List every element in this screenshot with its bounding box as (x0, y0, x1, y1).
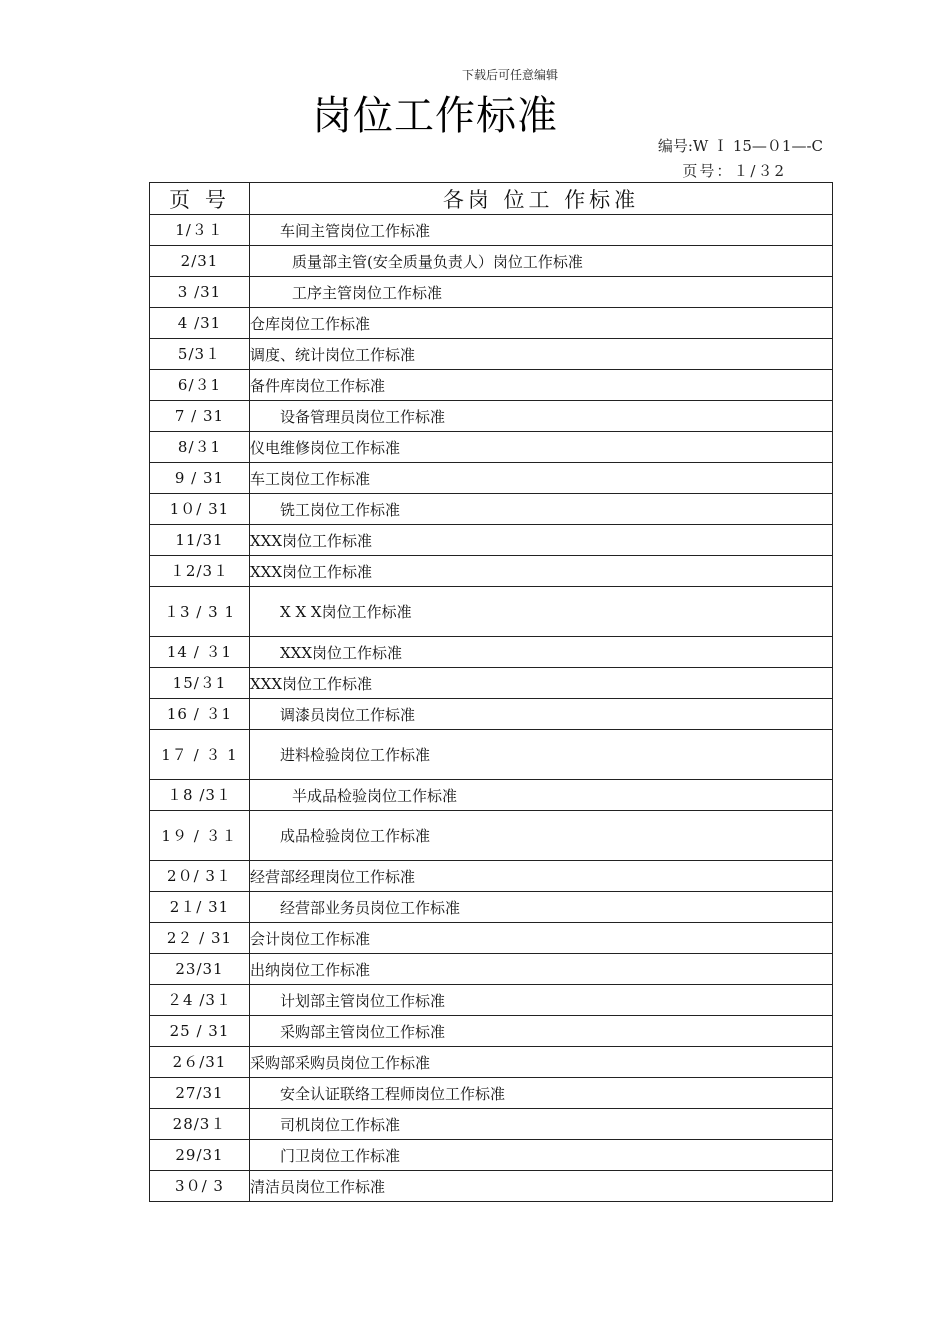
row-standard-name: XXX岗位工作标准 (250, 556, 833, 587)
row-standard-name: 进料检验岗位工作标准 (250, 730, 833, 780)
row-standard-name: 会计岗位工作标准 (250, 923, 833, 954)
table-row (150, 1016, 833, 1047)
document-title: 岗位工作标准 (312, 93, 558, 139)
row-page: 23/31 (150, 954, 250, 985)
row-standard-name: 成品检验岗位工作标准 (250, 811, 833, 861)
document-number: 编号:W Ｉ 15—０1—-C (657, 137, 823, 155)
row-standard-name: 经营部经理岗位工作标准 (250, 861, 833, 892)
page-number: 页号：１/３2 (682, 162, 786, 180)
row-standard-name: 出纳岗位工作标准 (250, 954, 833, 985)
row-page: 27/31 (150, 1078, 250, 1109)
table-row (150, 892, 833, 923)
table-row (150, 277, 833, 308)
table-row (150, 432, 833, 463)
row-page: １2/3１ (150, 556, 250, 587)
row-page: 11/31 (150, 525, 250, 556)
row-standard-name: XXX岗位工作标准 (250, 637, 833, 668)
table-row (150, 780, 833, 811)
row-standard-name: 仓库岗位工作标准 (250, 308, 833, 339)
table-row (150, 1171, 833, 1202)
table-row (150, 401, 833, 432)
row-page: 1０/ 31 (150, 494, 250, 525)
row-standard-name: 铣工岗位工作标准 (250, 494, 833, 525)
table-row (150, 339, 833, 370)
row-page: 8/３1 (150, 432, 250, 463)
row-standard-name: XXX岗位工作标准 (250, 668, 833, 699)
row-standard-name: 司机岗位工作标准 (250, 1109, 833, 1140)
row-standard-name: 质量部主管(安全质量负责人）岗位工作标准 (250, 246, 833, 277)
table-row (150, 1078, 833, 1109)
table-row (150, 1109, 833, 1140)
row-page: ２4 /3１ (150, 985, 250, 1016)
row-standard-name: 半成品检验岗位工作标准 (250, 780, 833, 811)
standards-index-table (149, 182, 833, 1202)
row-standard-name: 采购部采购员岗位工作标准 (250, 1047, 833, 1078)
row-page: 15/３1 (150, 668, 250, 699)
row-page: 2０/ 3１ (150, 861, 250, 892)
row-standard-name: 仪电维修岗位工作标准 (250, 432, 833, 463)
row-page: 14 / ３1 (150, 637, 250, 668)
table-row (150, 556, 833, 587)
column-header-page: 页 号 (150, 183, 250, 215)
table-row (150, 637, 833, 668)
table-row (150, 525, 833, 556)
row-standard-name: 采购部主管岗位工作标准 (250, 1016, 833, 1047)
row-standard-name: XXX岗位工作标准 (250, 525, 833, 556)
row-page: 2１/ 31 (150, 892, 250, 923)
row-standard-name: 备件库岗位工作标准 (250, 370, 833, 401)
row-page: 28/3１ (150, 1109, 250, 1140)
row-standard-name: 车间主管岗位工作标准 (250, 215, 833, 246)
column-header-standard: 各岗 位工 作标准 (250, 183, 833, 215)
row-standard-name: 调度、统计岗位工作标准 (250, 339, 833, 370)
table-row (150, 699, 833, 730)
table-row (150, 923, 833, 954)
row-page: 6/３1 (150, 370, 250, 401)
row-standard-name: 车工岗位工作标准 (250, 463, 833, 494)
table-row (150, 308, 833, 339)
row-standard-name: 计划部主管岗位工作标准 (250, 985, 833, 1016)
row-standard-name: 工序主管岗位工作标准 (250, 277, 833, 308)
row-page: 2２ / 31 (150, 923, 250, 954)
table-row (150, 494, 833, 525)
row-page: 16 / ３1 (150, 699, 250, 730)
table-row (150, 954, 833, 985)
table-row (150, 1140, 833, 1171)
row-page: 2６/31 (150, 1047, 250, 1078)
row-page: 1/３１ (150, 215, 250, 246)
row-standard-name: 设备管理员岗位工作标准 (250, 401, 833, 432)
row-standard-name: X X X岗位工作标准 (250, 587, 833, 637)
row-page: 29/31 (150, 1140, 250, 1171)
row-page: 9 / 31 (150, 463, 250, 494)
table-row (150, 985, 833, 1016)
watermark-text: 下载后可任意编辑 (461, 68, 558, 82)
row-page: １3 / 3 1 (150, 587, 250, 637)
table-row (150, 370, 833, 401)
table-row (150, 246, 833, 277)
table-row (150, 1047, 833, 1078)
table-row (150, 811, 833, 861)
table-row (150, 587, 833, 637)
row-page: 3０/ 3 (150, 1171, 250, 1202)
row-standard-name: 调漆员岗位工作标准 (250, 699, 833, 730)
row-page: 25 / 31 (150, 1016, 250, 1047)
row-page: 1７ / ３ 1 (150, 730, 250, 780)
row-page: 3 /31 (150, 277, 250, 308)
row-page: １8 /3１ (150, 780, 250, 811)
table-row (150, 730, 833, 780)
row-page: 5/3１ (150, 339, 250, 370)
row-standard-name: 清洁员岗位工作标准 (250, 1171, 833, 1202)
row-page: 1９ / ３１ (150, 811, 250, 861)
table-row (150, 463, 833, 494)
table-row (150, 215, 833, 246)
table-header-row (150, 183, 833, 215)
table-row (150, 668, 833, 699)
row-page: 4 /31 (150, 308, 250, 339)
row-page: 7 / 31 (150, 401, 250, 432)
row-standard-name: 安全认证联络工程师岗位工作标准 (250, 1078, 833, 1109)
row-standard-name: 门卫岗位工作标准 (250, 1140, 833, 1171)
table-row (150, 861, 833, 892)
row-standard-name: 经营部业务员岗位工作标准 (250, 892, 833, 923)
row-page: 2/31 (150, 246, 250, 277)
